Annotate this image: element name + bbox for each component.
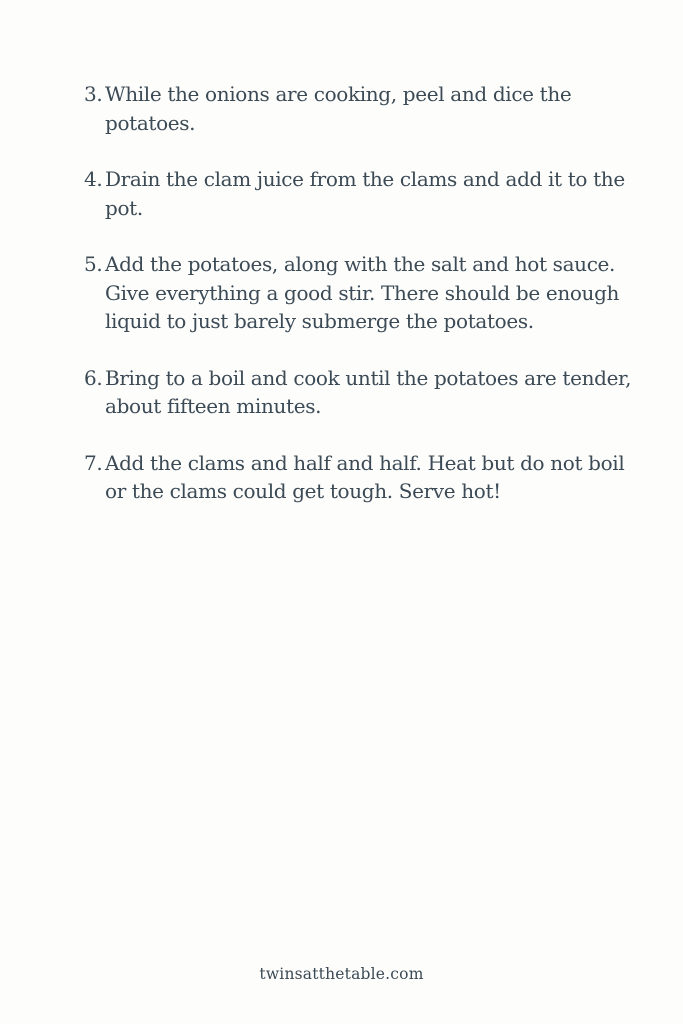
step-text: While the onions are cooking, peel and dice the potatoes. [105, 82, 572, 135]
step-text: Bring to a boil and cook until the potatoes are tender, about fifteen minutes. [105, 365, 632, 418]
step-text: Add the potatoes, along with the salt and hot sauce. Give everything a good stir. There should be enough liquid to just barely submerge the potatoes. [105, 252, 620, 333]
recipe-step [84, 80, 644, 137]
recipe-step [84, 165, 644, 222]
step-number: 4. [84, 167, 103, 191]
step-text: Drain the clam juice from the clams and add it to the pot. [105, 167, 625, 220]
step-text: Add the clams and half and half. Heat but do not boil or the clams could get tough. Serve hot! [105, 450, 625, 503]
recipe-steps-list [84, 80, 644, 534]
step-number: 3. [84, 82, 103, 106]
step-number: 6. [84, 365, 103, 390]
recipe-step [84, 250, 644, 336]
recipe-step [84, 449, 644, 506]
recipe-step [84, 364, 644, 421]
footer-site-name: twinsatthetable.com [259, 965, 424, 983]
step-number: 5. [84, 252, 103, 276]
step-number: 7. [84, 450, 103, 475]
